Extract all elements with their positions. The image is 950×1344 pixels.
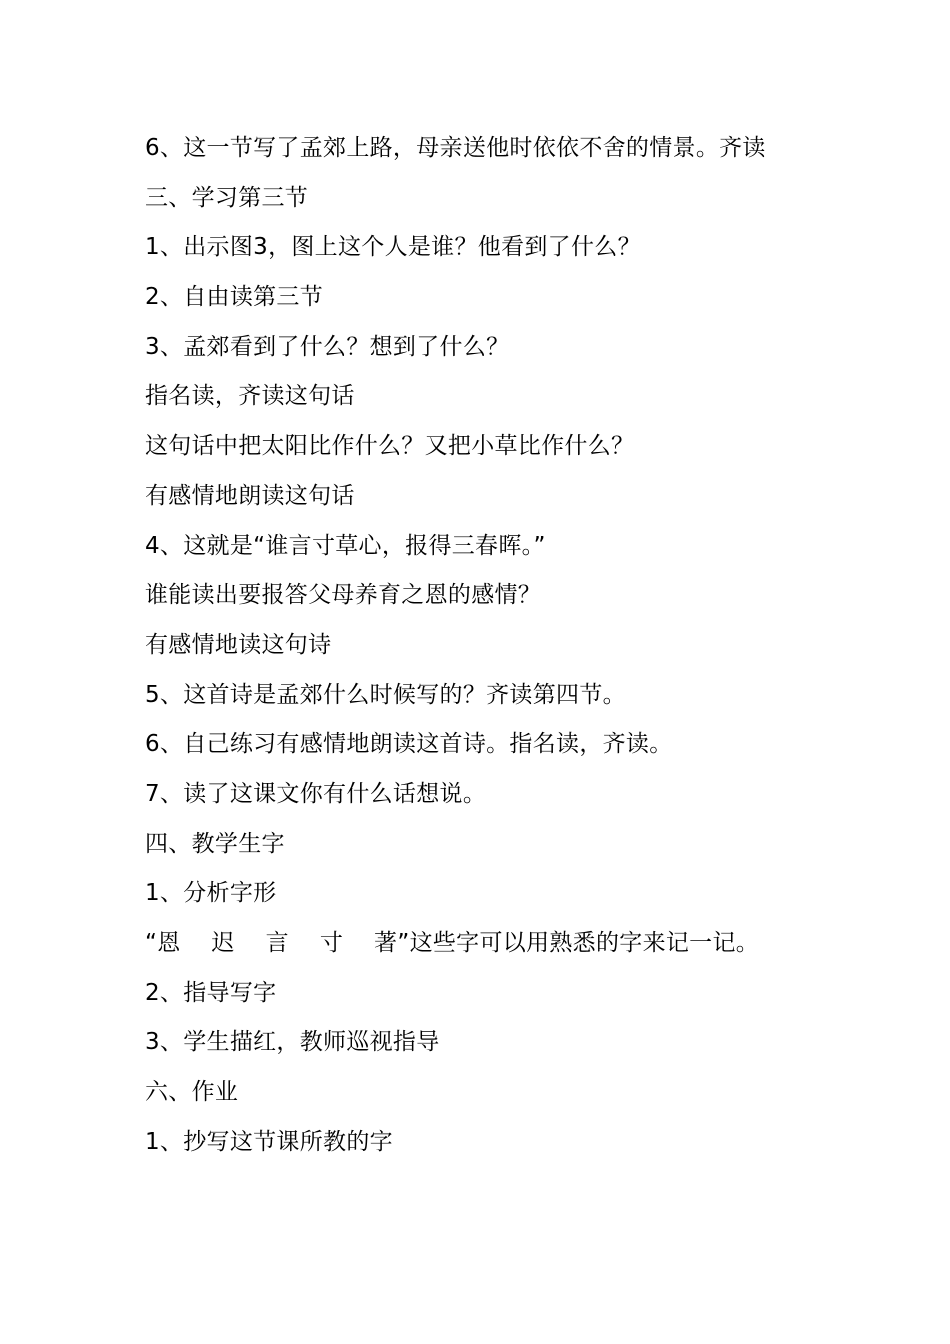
text-line: 谁能读出要报答父母养育之恩的感情？ — [145, 582, 542, 609]
text-line: 5、这首诗是孟郊什么时候写的？齐读第四节。 — [145, 681, 626, 708]
text-line: 这句话中把太阳比作什么？又把小草比作什么？ — [145, 433, 635, 460]
text-line: 有感情地朗读这句话 — [145, 482, 355, 509]
text-line: 1、分析字形 — [145, 880, 277, 907]
text-line: 2、指导写字 — [145, 979, 277, 1006]
text-line: “恩 迟 言 寸 著”这些字可以用熟悉的字来记一记。 — [145, 930, 760, 956]
text-line: 6、这一节写了孟郊上路，母亲送他时依依不舍的情景。齐读 — [145, 135, 766, 161]
text-line: 1、抄写这节课所教的字 — [145, 1128, 393, 1155]
text-line: 指名读，齐读这句话 — [145, 383, 355, 410]
text-line: 3、学生描红，教师巡视指导 — [145, 1029, 440, 1056]
text-line: 4、这就是“谁言寸草心，报得三春晖。” — [145, 532, 546, 559]
text-line: 7、读了这课文你有什么话想说。 — [145, 780, 487, 807]
section-heading: 六、作业 — [145, 1079, 239, 1106]
text-line: 3、孟郊看到了什么？想到了什么？ — [145, 333, 510, 360]
text-line: 2、自由读第三节 — [145, 284, 324, 311]
text-line: 1、出示图3，图上这个人是谁？他看到了什么？ — [145, 234, 641, 261]
text-line: 6、自己练习有感情地朗读这首诗。指名读，齐读。 — [145, 731, 673, 758]
section-heading: 四、教学生字 — [145, 830, 285, 857]
document-body — [145, 124, 845, 1167]
text-line: 有感情地读这句诗 — [145, 631, 332, 658]
section-heading: 三、学习第三节 — [145, 184, 309, 211]
